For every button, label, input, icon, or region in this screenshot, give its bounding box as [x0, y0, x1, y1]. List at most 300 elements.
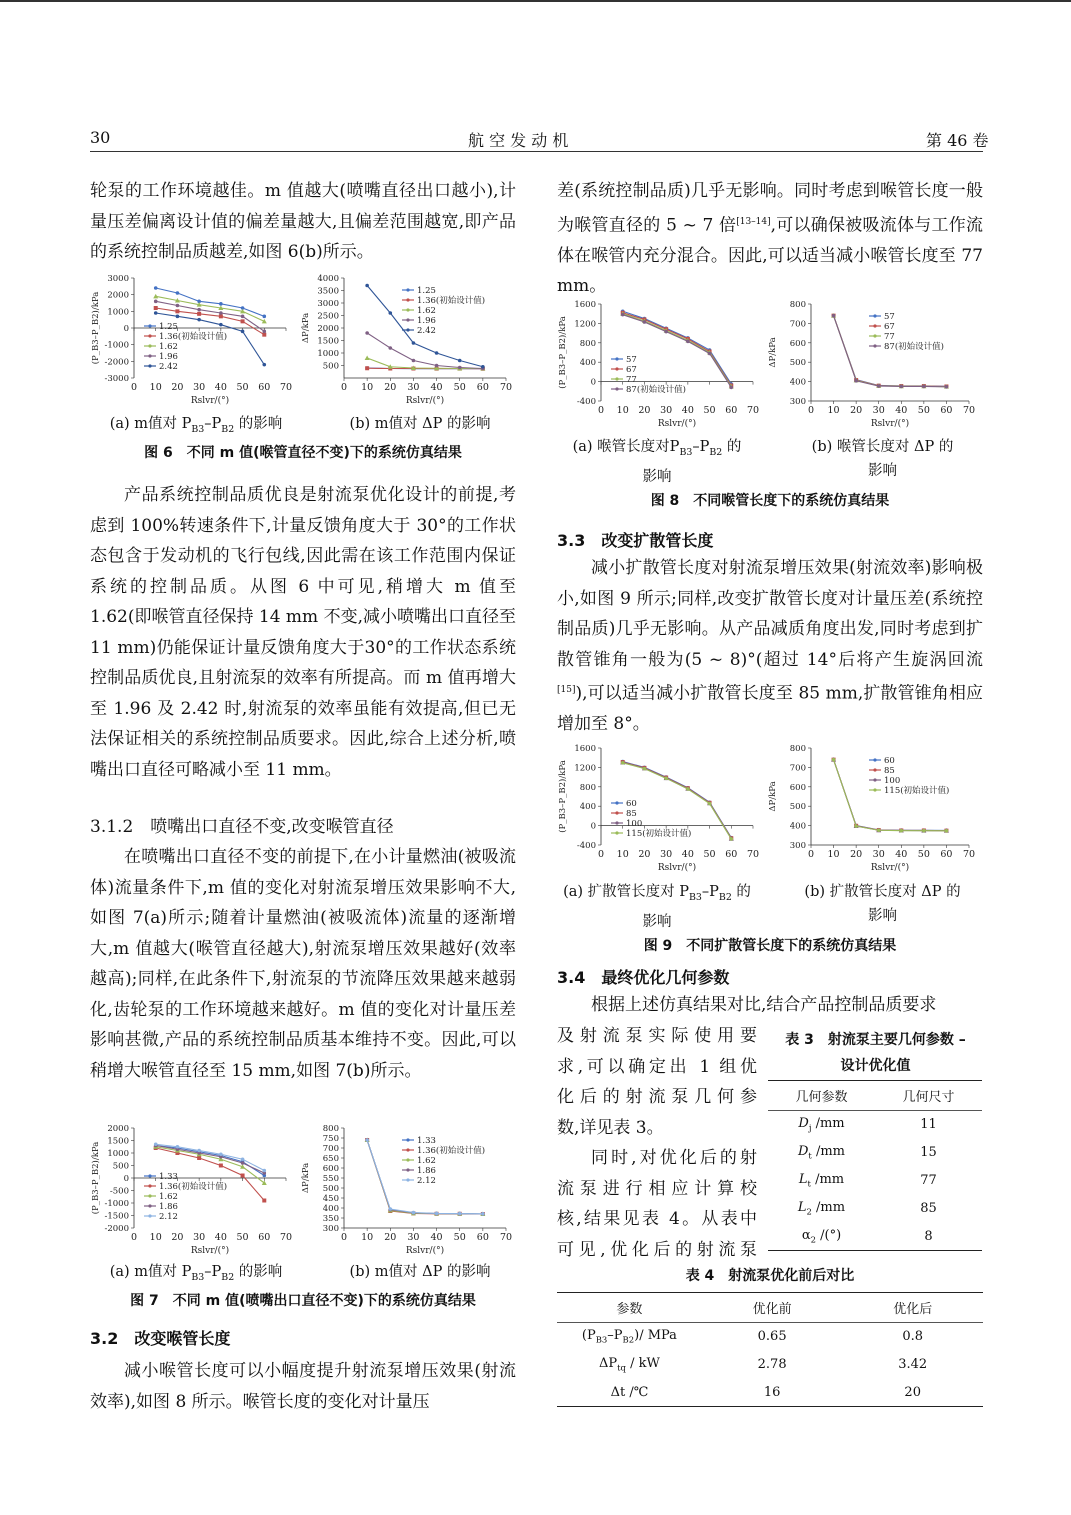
data-point: [412, 1211, 416, 1215]
data-point: [262, 1169, 266, 1173]
x-tick-label: 10: [616, 849, 629, 860]
y-tick-label: 1600: [574, 300, 596, 310]
wrap-line: 及射流泵实际使用要: [557, 1026, 757, 1046]
legend-label: 1.36(初始设计值): [417, 296, 486, 306]
data-point: [922, 385, 926, 389]
legend-marker: [148, 334, 151, 337]
y-tick-label: 450: [322, 1194, 339, 1204]
x-tick-label: 20: [171, 382, 184, 393]
legend-label: 1.96: [159, 352, 178, 362]
y-tick-label: 3500: [317, 286, 339, 297]
y-tick-label: 600: [322, 1164, 339, 1174]
data-point: [262, 333, 266, 337]
legend-marker: [148, 354, 151, 357]
y-tick-label: 400: [322, 1204, 339, 1214]
y-tick-label: 4000: [317, 274, 339, 284]
x-tick-label: 20: [171, 1232, 184, 1243]
x-tick-label: 50: [453, 1232, 466, 1243]
data-point: [458, 366, 462, 370]
data-point: [219, 323, 223, 327]
x-tick-label: 0: [807, 849, 815, 860]
data-point: [197, 308, 201, 312]
chart-fig7a: [90, 1122, 300, 1260]
x-tick-label: 10: [827, 405, 840, 416]
x-tick-label: 20: [850, 405, 863, 416]
legend-label: 1.86: [417, 1166, 436, 1176]
data-point: [899, 385, 903, 389]
y-tick-label: 1600: [574, 744, 596, 754]
data-point: [621, 761, 625, 765]
table4-header: 参数: [616, 1302, 643, 1317]
table-row: $L_t$ /mm 77: [798, 1172, 937, 1189]
x-tick-label: 60: [258, 1232, 271, 1243]
page-number: 30: [90, 128, 111, 147]
data-point: [154, 306, 158, 310]
y-tick-label: -2000: [104, 1224, 129, 1234]
series-line: [623, 314, 732, 387]
table3-header: 几何参数: [795, 1090, 848, 1105]
legend-marker: [873, 768, 876, 771]
x-axis-label: Rslvr/(°): [190, 1246, 230, 1256]
x-tick-label: 40: [430, 382, 443, 393]
data-point: [241, 315, 245, 319]
y-tick-label: 500: [322, 361, 339, 372]
y-tick-label: 800: [579, 782, 596, 793]
y-axis-label: (P_B3–P_B2)/kPa: [558, 316, 568, 389]
y-tick-label: -1500: [104, 1211, 129, 1222]
legend-label: 77: [626, 375, 637, 385]
x-tick-label: 70: [499, 382, 513, 393]
x-tick-label: 30: [193, 382, 206, 393]
x-tick-label: 60: [940, 405, 953, 416]
y-tick-label: 550: [322, 1174, 339, 1184]
data-point: [481, 1212, 485, 1216]
y-tick-label: 800: [579, 338, 596, 349]
y-tick-label: 1200: [574, 763, 596, 774]
y-axis-label: (P_B3–P_B2)/kPa: [91, 291, 101, 365]
legend-marker: [406, 1148, 409, 1151]
legend-label: 115(初始设计值): [884, 786, 950, 796]
fig7b-subcaption: (b) m值对 ΔP 的影响: [349, 1264, 491, 1280]
x-tick-label: 70: [279, 1232, 293, 1243]
legend-marker: [406, 1138, 409, 1141]
data-point: [154, 300, 158, 304]
legend-marker: [615, 387, 618, 390]
y-tick-label: 2000: [317, 324, 339, 334]
data-point: [154, 1142, 158, 1146]
x-tick-label: 20: [638, 405, 651, 416]
data-point: [219, 302, 223, 306]
y-tick-label: 2000: [107, 1124, 129, 1134]
y-tick-label: 800: [322, 1124, 339, 1134]
fig6b-subcaption: (b) m值对 ΔP 的影响: [349, 416, 491, 432]
fig8b-subcaption: (b) 喉管长度对 ΔP 的 影响: [811, 439, 954, 479]
legend-marker: [873, 778, 876, 781]
y-tick-label: 0: [590, 377, 596, 388]
legend-marker: [148, 1214, 151, 1217]
y-tick-label: -500: [109, 1186, 129, 1197]
data-point: [412, 359, 416, 363]
legend-label: 1.96: [417, 316, 436, 326]
fig6a-subcaption: (a) m值对 $P_{B3}-P_{B2}$ 的影响: [109, 416, 283, 435]
legend-marker: [148, 1174, 151, 1177]
y-axis-label: ΔP/kPa: [768, 337, 778, 368]
data-point: [664, 330, 668, 334]
x-tick-label: 70: [962, 405, 976, 416]
x-tick-label: 50: [236, 382, 249, 393]
top-rule: [0, 0, 1071, 2]
right-para-1: 差(系统控制品质)几乎无影响。同时考虑到喉管长度一般为喉管直径的 5 ~ 7 倍[13–14],可以确保被吸流体与工作流体在喉管内充分混合。因此,可以适当减小喉管长度至 77 mm。: [557, 181, 983, 297]
y-tick-label: 3000: [317, 299, 339, 309]
legend-label: 1.36(初始设计值): [417, 1146, 486, 1156]
legend-label: 1.62: [417, 306, 436, 316]
x-tick-label: 50: [453, 382, 466, 393]
y-tick-label: 600: [789, 782, 806, 793]
wrap-line: 流泵进行相应计算校: [557, 1178, 757, 1199]
y-tick-label: 400: [579, 358, 596, 369]
legend-label: 1.62: [417, 1156, 436, 1166]
data-point: [241, 1174, 245, 1178]
table-row: $L_2$ /mm 85: [797, 1200, 937, 1217]
data-point: [458, 359, 462, 363]
series-line: [623, 311, 732, 384]
legend-label: 1.33: [417, 1136, 436, 1146]
left-para-1: 轮泵的工作环境越佳。m 值越大(喷嘴直径出口越小),计量压差偏离设计值的偏差量越大,且偏差范围越宽,即产品的系统控制品质越差,如图 6(b)所示。: [90, 181, 516, 262]
legend-label: 77: [884, 332, 895, 342]
y-tick-label: 600: [789, 338, 806, 349]
left-para-4: 减小喉管长度可以小幅度提升射流泵增压效果(射流效率),如图 8 所示。喉管长度的变化对计量压: [90, 1361, 516, 1412]
x-tick-label: 30: [407, 382, 420, 393]
section-3-4: 3.4 最终优化几何参数: [557, 968, 730, 987]
legend-marker: [615, 377, 618, 380]
data-point: [262, 1199, 266, 1203]
right-para-3-first: 根据上述仿真结果对比,结合产品控制品质要求: [591, 995, 937, 1015]
data-point: [365, 284, 369, 288]
data-point: [219, 1152, 223, 1156]
data-point: [481, 365, 485, 369]
legend-marker: [615, 357, 618, 360]
legend-label: 67: [626, 365, 637, 375]
legend-marker: [615, 831, 618, 834]
y-tick-label: 0: [123, 324, 129, 334]
y-axis-label: (P_B3–P_B2)/kPa: [91, 1141, 101, 1215]
legend-label: 60: [884, 756, 895, 766]
y-axis-label: ΔP/kPa: [768, 781, 778, 812]
table3: [768, 1080, 982, 1251]
x-tick-label: 0: [807, 405, 815, 416]
x-tick-label: 40: [895, 405, 908, 416]
x-tick-label: 70: [962, 849, 976, 860]
series-line: [156, 296, 265, 321]
series-line: [623, 315, 732, 388]
x-tick-label: 50: [236, 1232, 249, 1243]
table4-header: 优化后: [893, 1302, 933, 1317]
x-tick-label: 30: [193, 1232, 206, 1243]
series-line: [156, 288, 265, 316]
legend-marker: [148, 1204, 151, 1207]
x-tick-label: 50: [703, 405, 716, 416]
x-tick-label: 40: [214, 1232, 227, 1243]
y-tick-label: 3000: [107, 274, 129, 284]
y-axis-label: ΔP/kPa: [301, 1162, 311, 1194]
table3-header: 几何尺寸: [902, 1090, 955, 1105]
x-tick-label: 0: [130, 382, 138, 393]
x-tick-label: 60: [940, 849, 953, 860]
x-tick-label: 10: [827, 849, 840, 860]
data-point: [435, 1212, 439, 1216]
data-point: [262, 330, 266, 334]
table-row: $(P_{B3}-P_{B2})/$ MPa 0.65 0.8: [581, 1328, 924, 1346]
x-axis-label: Rslvr/(°): [405, 1246, 445, 1256]
legend-label: 57: [626, 355, 637, 365]
legend-label: 60: [626, 799, 637, 809]
data-point: [643, 767, 647, 771]
table4: [557, 1292, 983, 1407]
data-point: [708, 352, 712, 356]
legend-marker: [406, 318, 409, 321]
wrap-line: 同时,对优化后的射: [591, 1148, 757, 1168]
x-tick-label: 20: [384, 1232, 397, 1243]
y-tick-label: -3000: [104, 374, 129, 384]
table-row: $D_j$ /mm 11: [798, 1116, 937, 1134]
legend-label: 2.12: [159, 1212, 178, 1222]
x-tick-label: 10: [149, 1232, 162, 1243]
x-tick-label: 70: [499, 1232, 513, 1243]
legend-label: 100: [626, 819, 643, 829]
legend-marker: [406, 288, 409, 291]
data-point: [176, 291, 180, 295]
x-tick-label: 40: [681, 849, 694, 860]
data-point: [241, 1161, 245, 1165]
data-point: [241, 319, 245, 323]
x-tick-label: 0: [340, 1232, 348, 1243]
fig8-caption: 图 8 不同喉管长度下的系统仿真结果: [650, 493, 890, 509]
legend-label: 2.42: [417, 326, 436, 336]
data-point: [945, 385, 949, 389]
legend-marker: [406, 1178, 409, 1181]
y-tick-label: 1000: [107, 307, 129, 318]
legend-label: 85: [626, 809, 637, 819]
chart-fig6b: [300, 272, 520, 410]
legend-marker: [148, 364, 151, 367]
x-axis-label: Rslvr/(°): [870, 863, 910, 873]
wrap-line: 数,详见表 3。: [557, 1117, 664, 1138]
right-para-3-wrap: [557, 1021, 757, 1143]
y-tick-label: -2000: [104, 357, 129, 368]
data-point: [388, 346, 392, 350]
y-tick-label: 650: [322, 1154, 339, 1164]
y-tick-label: 500: [112, 1161, 129, 1172]
data-point: [708, 802, 712, 806]
data-point: [664, 777, 668, 781]
y-tick-label: -1000: [104, 1199, 129, 1209]
legend-label: 1.62: [159, 1192, 178, 1202]
x-tick-label: 50: [917, 405, 930, 416]
legend-label: 1.33: [159, 1172, 178, 1182]
y-tick-label: -1000: [104, 340, 129, 351]
fig6-caption: 图 6 不同 m 值(喉管直径不变)下的系统仿真结果: [144, 445, 462, 461]
table4-caption: 表 4 射流泵优化前后对比: [685, 1268, 855, 1284]
data-point: [854, 824, 858, 828]
legend-marker: [406, 328, 409, 331]
y-tick-label: 300: [789, 841, 806, 851]
data-point: [219, 314, 223, 318]
y-tick-label: 400: [789, 821, 806, 832]
x-tick-label: 60: [725, 849, 738, 860]
data-point: [154, 286, 158, 290]
data-point: [832, 314, 836, 318]
x-tick-label: 40: [681, 405, 694, 416]
data-point: [458, 1212, 462, 1216]
data-point: [219, 1164, 223, 1168]
chart-fig8b: [767, 298, 983, 433]
legend-label: 2.42: [159, 362, 178, 372]
data-point: [365, 331, 369, 335]
legend-label: 87(初始设计值): [884, 342, 944, 352]
table3-header-row: [768, 1081, 982, 1111]
data-point: [686, 787, 690, 791]
data-point: [877, 384, 881, 388]
y-tick-label: 350: [322, 1214, 339, 1224]
data-point: [729, 386, 733, 390]
left-para-3: 在喷嘴出口直径不变的前提下,在小计量燃油(被吸流体)流量条件下,m 值的变化对射流泵增压效果影响不大,如图 7(a)所示;随着计量燃油(被吸流体)流量的逐渐增大,m 值越大(喉管直径越大),射流泵增压效果越好(效率越高);同样,在此条件下,射流泵的节流降压效果越来越弱化,齿轮泵的工作环境越来越好。m 值的变化对计量压差影响甚微,产品的系统控制品质基本维持不变。因此,可以稍增大喉管直径至 15 mm,如图 7(b)所示。: [90, 847, 516, 1081]
table4-header-row: [557, 1293, 983, 1323]
y-tick-label: 300: [322, 1224, 339, 1234]
data-point: [412, 341, 416, 345]
legend-label: 2.12: [417, 1176, 436, 1186]
fig8a-subcaption: (a) 喉管长度对$P_{B3}-P_{B2}$ 的 影响: [572, 439, 742, 485]
y-tick-label: 700: [789, 763, 806, 774]
x-tick-label: 20: [638, 849, 651, 860]
x-axis-label: Rslvr/(°): [657, 863, 697, 873]
data-point: [686, 340, 690, 344]
legend-label: 100: [884, 776, 901, 786]
y-tick-label: 0: [590, 821, 596, 832]
data-point: [388, 1207, 392, 1211]
data-point: [899, 829, 903, 833]
x-tick-label: 60: [258, 382, 271, 393]
fig9b-subcaption: (b) 扩散管长度对 ΔP 的 影响: [804, 884, 961, 924]
data-point: [854, 379, 858, 383]
x-tick-label: 60: [476, 1232, 489, 1243]
section-3-2: 3.2 改变喉管长度: [90, 1329, 231, 1348]
chart-fig9a: [557, 742, 767, 877]
data-point: [197, 1156, 201, 1160]
subsection-3-1-2: 3.1.2 喷嘴出口直径不变,改变喉管直径: [90, 817, 394, 837]
legend-marker: [148, 1184, 151, 1187]
data-point: [922, 829, 926, 833]
fig9a-subcaption: (a) 扩散管长度对 $P_{B3}-P_{B2}$ 的 影响: [563, 884, 751, 930]
legend-marker: [406, 308, 409, 311]
table3-caption: 表 3 射流泵主要几何参数 – 设计优化值: [785, 1032, 966, 1074]
right-para-4-wrap: [557, 1143, 757, 1265]
x-axis-label: Rslvr/(°): [405, 396, 445, 406]
x-tick-label: 30: [407, 1232, 420, 1243]
y-tick-label: 400: [789, 377, 806, 388]
x-tick-label: 50: [917, 849, 930, 860]
x-tick-label: 10: [361, 382, 374, 393]
legend-label: 1.25: [417, 286, 436, 296]
table-row: Δt /℃ 16 20: [610, 1384, 921, 1400]
data-point: [197, 312, 201, 316]
x-tick-label: 40: [214, 382, 227, 393]
data-point: [175, 309, 179, 313]
chart-fig6a: [90, 272, 300, 410]
x-tick-label: 0: [340, 382, 348, 393]
data-point: [877, 828, 881, 832]
legend-label: 87(初始设计值): [626, 385, 686, 395]
legend-label: 1.36(初始设计值): [159, 1182, 228, 1192]
legend-marker: [406, 1168, 409, 1171]
x-tick-label: 60: [476, 382, 489, 393]
y-tick-label: 500: [789, 802, 806, 813]
x-tick-label: 30: [660, 849, 673, 860]
data-point: [153, 294, 158, 299]
data-point: [176, 315, 180, 319]
journal-title: 航 空 发 动 机: [468, 131, 569, 150]
legend-label: 1.86: [159, 1202, 178, 1212]
y-tick-label: 700: [322, 1144, 339, 1154]
data-point: [435, 364, 439, 368]
y-tick-label: 1000: [107, 1149, 129, 1159]
data-point: [197, 318, 201, 322]
data-point: [643, 320, 647, 324]
data-point: [241, 330, 245, 334]
legend-marker: [615, 367, 618, 370]
wrap-line: 核,结果见表 4。从表中: [557, 1209, 757, 1229]
x-tick-label: 0: [597, 405, 605, 416]
y-tick-label: 750: [322, 1134, 339, 1144]
legend-label: 85: [884, 766, 895, 776]
x-tick-label: 70: [746, 849, 760, 860]
section-3-3: 3.3 改变扩散管长度: [557, 531, 714, 550]
y-tick-label: 1200: [574, 319, 596, 330]
legend-marker: [873, 788, 876, 791]
data-point: [365, 356, 370, 361]
x-tick-label: 70: [746, 405, 760, 416]
left-para-2: 产品系统控制品质优良是射流泵优化设计的前提,考虑到 100%转速条件下,计量反馈角度大于 30°的工作状态包含于发动机的飞行包线,因此需在该工作范围内保证系统的控制品质。从图 6 中可见,稍增大 m 值至 1.62(即喉管直径保持 14 mm 不变,减小喷嘴出口直径至 11 mm)仍能保证计量反馈角度大于30°的工作状态系统控制品质优良,且射流泵的效率有所提高。而 m 值再增大至 1.96 及 2.42 时,射流泵的效率虽能有效提高,但已无法保证相关的系统控制品质要求。因此,综合上述分析,喷嘴出口直径可略减小至 11 mm。: [90, 485, 516, 780]
data-point: [832, 758, 836, 762]
right-para-2: 减小扩散管长度对射流泵增压效果(射流效率)影响极小,如图 9 所示;同样,改变扩散管长度对计量压差(系统控制品质)几乎无影响。从产品减质角度出发,同时考虑到扩散管锥角一般为(5 ~ 8)°(超过 14°后将产生旋涡回流[15]),可以适当减小扩散管长度至 85 mm,扩散管锥角相应增加至 8°。: [557, 558, 983, 735]
data-point: [176, 304, 180, 308]
data-point: [388, 311, 392, 315]
data-point: [176, 1145, 180, 1149]
table-row: $D_t$ /mm 15: [797, 1144, 937, 1161]
legend-marker: [148, 344, 151, 347]
legend-marker: [406, 1158, 409, 1161]
y-tick-label: 2000: [107, 290, 129, 301]
legend-marker: [148, 1194, 151, 1197]
data-point: [262, 315, 266, 319]
y-tick-label: 2500: [317, 311, 339, 322]
table-row: $\Delta P_{tq}$ / kW 2.78 3.42: [599, 1356, 928, 1373]
legend-label: 1.62: [159, 342, 178, 352]
legend-marker: [615, 821, 618, 824]
data-point: [621, 313, 625, 317]
series-line: [367, 333, 483, 369]
data-point: [262, 363, 266, 367]
chart-fig9b: [767, 742, 983, 877]
x-tick-label: 30: [872, 405, 885, 416]
legend-marker: [406, 298, 409, 301]
data-point: [435, 351, 439, 355]
legend-marker: [873, 334, 876, 337]
x-tick-label: 50: [703, 849, 716, 860]
data-point: [945, 829, 949, 833]
y-axis-label: (P_B3–P_B2)/kPa: [558, 760, 568, 833]
volume-label: 第 46 卷: [926, 131, 989, 150]
legend-label: 1.36(初始设计值): [159, 332, 228, 342]
